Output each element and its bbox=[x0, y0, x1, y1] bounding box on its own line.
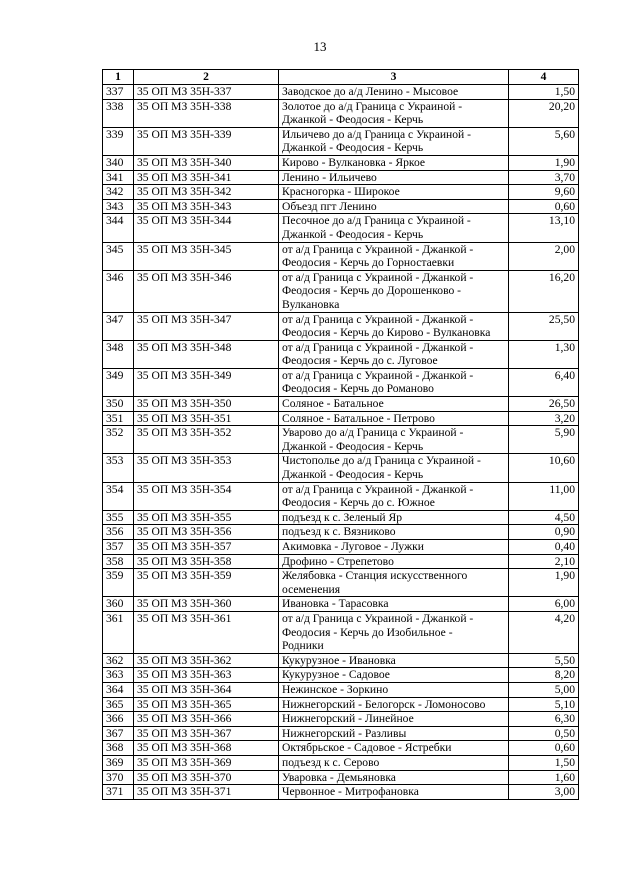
road-code: 35 ОП МЗ 35Н-342 bbox=[134, 185, 279, 200]
table-row bbox=[103, 85, 579, 100]
road-name-line: Родники bbox=[282, 639, 324, 653]
road-length: 16,20 bbox=[509, 270, 579, 312]
row-number: 349 bbox=[103, 368, 134, 396]
road-name bbox=[279, 368, 509, 396]
table-header-row bbox=[103, 70, 579, 85]
road-name-line: подъезд к с. Зеленый Яр bbox=[282, 510, 403, 524]
road-name-line: Джанкой - Феодосия - Керчь bbox=[282, 113, 424, 127]
row-number: 341 bbox=[103, 170, 134, 185]
row-number: 347 bbox=[103, 312, 134, 340]
table-row bbox=[103, 185, 579, 200]
road-name-line: от а/д Граница с Украиной - Джанкой - bbox=[282, 368, 474, 382]
road-name-line: от а/д Граница с Украиной - Джанкой - bbox=[282, 340, 474, 354]
road-name-line: от а/д Граница с Украиной - Джанкой - bbox=[282, 270, 474, 284]
road-length: 4,20 bbox=[509, 611, 579, 653]
table-row bbox=[103, 99, 579, 127]
table-row bbox=[103, 214, 579, 242]
table-row bbox=[103, 454, 579, 482]
road-name bbox=[279, 214, 509, 242]
road-name-line: подъезд к с. Серово bbox=[282, 755, 380, 769]
table-row bbox=[103, 170, 579, 185]
table-row bbox=[103, 569, 579, 597]
row-number: 363 bbox=[103, 668, 134, 683]
header-col-3: 3 bbox=[279, 70, 509, 85]
road-length: 3,00 bbox=[509, 785, 579, 800]
road-code: 35 ОП МЗ 35Н-338 bbox=[134, 99, 279, 127]
road-length: 1,90 bbox=[509, 569, 579, 597]
road-name-line: Октябрьское - Садовое - Ястребки bbox=[282, 741, 452, 755]
table-row bbox=[103, 199, 579, 214]
road-code: 35 ОП МЗ 35Н-355 bbox=[134, 510, 279, 525]
header-col-1: 1 bbox=[103, 70, 134, 85]
table-row bbox=[103, 242, 579, 270]
row-number: 371 bbox=[103, 785, 134, 800]
road-name bbox=[279, 482, 509, 510]
road-length: 3,70 bbox=[509, 170, 579, 185]
header-col-2: 2 bbox=[134, 70, 279, 85]
row-number: 370 bbox=[103, 770, 134, 785]
row-number: 358 bbox=[103, 554, 134, 569]
road-code: 35 ОП МЗ 35Н-341 bbox=[134, 170, 279, 185]
road-length: 10,60 bbox=[509, 454, 579, 482]
road-code: 35 ОП МЗ 35Н-351 bbox=[134, 411, 279, 426]
table-row bbox=[103, 510, 579, 525]
road-name bbox=[279, 426, 509, 454]
road-length: 6,30 bbox=[509, 712, 579, 727]
road-name-line: Заводское до а/д Ленино - Мысовое bbox=[282, 85, 459, 98]
road-length: 2,00 bbox=[509, 242, 579, 270]
road-name-line: Джанкой - Феодосия - Керчь bbox=[282, 439, 424, 453]
road-code: 35 ОП МЗ 35Н-346 bbox=[134, 270, 279, 312]
road-length: 25,50 bbox=[509, 312, 579, 340]
road-name-line: осеменения bbox=[282, 582, 341, 596]
road-name-line: Желябовка - Станция искусственного bbox=[282, 569, 468, 583]
road-length: 0,90 bbox=[509, 525, 579, 540]
road-code: 35 ОП МЗ 35Н-358 bbox=[134, 554, 279, 569]
row-number: 339 bbox=[103, 127, 134, 155]
table-row bbox=[103, 127, 579, 155]
row-number: 353 bbox=[103, 454, 134, 482]
road-name bbox=[279, 99, 509, 127]
road-length: 5,10 bbox=[509, 697, 579, 712]
road-code: 35 ОП МЗ 35Н-366 bbox=[134, 712, 279, 727]
road-code: 35 ОП МЗ 35Н-362 bbox=[134, 653, 279, 668]
table-row bbox=[103, 668, 579, 683]
row-number: 345 bbox=[103, 242, 134, 270]
road-length: 13,10 bbox=[509, 214, 579, 242]
road-length: 5,00 bbox=[509, 682, 579, 697]
table-row bbox=[103, 397, 579, 412]
road-name-line: Дрофино - Стрепетово bbox=[282, 554, 394, 568]
road-name bbox=[279, 127, 509, 155]
table-body bbox=[103, 85, 579, 800]
road-length: 26,50 bbox=[509, 397, 579, 412]
table-row bbox=[103, 697, 579, 712]
road-length: 1,50 bbox=[509, 755, 579, 770]
road-length: 2,10 bbox=[509, 554, 579, 569]
table-row bbox=[103, 270, 579, 312]
road-name bbox=[279, 712, 509, 727]
table-row bbox=[103, 411, 579, 426]
table-row bbox=[103, 340, 579, 368]
road-name bbox=[279, 397, 509, 412]
road-name bbox=[279, 185, 509, 200]
road-name-line: Кукурузное - Садовое bbox=[282, 668, 390, 682]
road-name-line: Акимовка - Луговое - Лужки bbox=[282, 540, 424, 553]
road-name-line: Чистополье до а/д Граница с Украиной - bbox=[282, 454, 481, 468]
road-name bbox=[279, 242, 509, 270]
road-name-line: Феодосия - Керчь до Изобильное - bbox=[282, 625, 453, 639]
road-length: 5,50 bbox=[509, 653, 579, 668]
road-name-line: Нижнегорский - Разливы bbox=[282, 726, 407, 740]
road-name-line: Ильичево до а/д Граница с Украиной - bbox=[282, 127, 472, 141]
road-length: 1,50 bbox=[509, 85, 579, 100]
row-number: 342 bbox=[103, 185, 134, 200]
road-name-line: Феодосия - Керчь до с. Южное bbox=[282, 496, 435, 510]
road-length: 11,00 bbox=[509, 482, 579, 510]
road-length: 1,30 bbox=[509, 340, 579, 368]
roads-table bbox=[102, 69, 579, 800]
road-code: 35 ОП МЗ 35Н-367 bbox=[134, 726, 279, 741]
road-code: 35 ОП МЗ 35Н-357 bbox=[134, 540, 279, 555]
row-number: 357 bbox=[103, 540, 134, 555]
table-row bbox=[103, 785, 579, 800]
road-code: 35 ОП МЗ 35Н-337 bbox=[134, 85, 279, 100]
road-code: 35 ОП МЗ 35Н-368 bbox=[134, 741, 279, 756]
road-name bbox=[279, 540, 509, 555]
table-row bbox=[103, 770, 579, 785]
road-name bbox=[279, 85, 509, 100]
road-name-line: Червонное - Митрофановка bbox=[282, 785, 419, 799]
road-name-line: Джанкой - Феодосия - Керчь bbox=[282, 227, 424, 241]
road-length: 1,60 bbox=[509, 770, 579, 785]
row-number: 366 bbox=[103, 712, 134, 727]
row-number: 362 bbox=[103, 653, 134, 668]
road-code: 35 ОП МЗ 35Н-365 bbox=[134, 697, 279, 712]
table-row bbox=[103, 554, 579, 569]
road-length: 0,50 bbox=[509, 726, 579, 741]
road-code: 35 ОП МЗ 35Н-343 bbox=[134, 199, 279, 214]
row-number: 360 bbox=[103, 597, 134, 612]
page-number: 13 bbox=[313, 39, 327, 54]
table-row bbox=[103, 426, 579, 454]
road-name-line: Кукурузное - Ивановка bbox=[282, 653, 396, 667]
road-name bbox=[279, 653, 509, 668]
table-row bbox=[103, 525, 579, 540]
road-code: 35 ОП МЗ 35Н-340 bbox=[134, 155, 279, 170]
road-name bbox=[279, 454, 509, 482]
road-length: 4,50 bbox=[509, 510, 579, 525]
row-number: 344 bbox=[103, 214, 134, 242]
row-number: 369 bbox=[103, 755, 134, 770]
road-code: 35 ОП МЗ 35Н-347 bbox=[134, 312, 279, 340]
road-code: 35 ОП МЗ 35Н-352 bbox=[134, 426, 279, 454]
road-name bbox=[279, 569, 509, 597]
row-number: 364 bbox=[103, 682, 134, 697]
road-name-line: Джанкой - Феодосия - Керчь bbox=[282, 468, 424, 482]
road-code: 35 ОП МЗ 35Н-359 bbox=[134, 569, 279, 597]
road-code: 35 ОП МЗ 35Н-348 bbox=[134, 340, 279, 368]
row-number: 350 bbox=[103, 397, 134, 412]
row-number: 359 bbox=[103, 569, 134, 597]
road-name bbox=[279, 510, 509, 525]
road-name-line: от а/д Граница с Украиной - Джанкой - bbox=[282, 242, 474, 256]
road-code: 35 ОП МЗ 35Н-360 bbox=[134, 597, 279, 612]
table-row bbox=[103, 755, 579, 770]
row-number: 355 bbox=[103, 510, 134, 525]
road-name-line: Красногорка - Широкое bbox=[282, 185, 400, 199]
road-name-line: Нижнегорский - Белогорск - Ломоносово bbox=[282, 697, 486, 711]
table-row bbox=[103, 312, 579, 340]
table-row bbox=[103, 155, 579, 170]
road-name-line: Феодосия - Керчь до Кирово - Вулкановка bbox=[282, 326, 491, 340]
row-number: 365 bbox=[103, 697, 134, 712]
road-name-line: Джанкой - Феодосия - Керчь bbox=[282, 141, 424, 155]
road-name-line: Ивановка - Тарасовка bbox=[282, 597, 389, 611]
table-row bbox=[103, 653, 579, 668]
road-name-line: Феодосия - Керчь до Дорошенково - bbox=[282, 284, 462, 298]
road-code: 35 ОП МЗ 35Н-345 bbox=[134, 242, 279, 270]
road-code: 35 ОП МЗ 35Н-363 bbox=[134, 668, 279, 683]
road-name bbox=[279, 155, 509, 170]
road-name-line: Уварово до а/д Граница с Украиной - bbox=[282, 426, 464, 440]
road-length: 6,40 bbox=[509, 368, 579, 396]
road-name-line: подъезд к с. Вязниково bbox=[282, 525, 396, 539]
road-code: 35 ОП МЗ 35Н-361 bbox=[134, 611, 279, 653]
road-code: 35 ОП МЗ 35Н-364 bbox=[134, 682, 279, 697]
road-name bbox=[279, 755, 509, 770]
road-name-line: от а/д Граница с Украиной - Джанкой - bbox=[282, 611, 474, 625]
road-code: 35 ОП МЗ 35Н-344 bbox=[134, 214, 279, 242]
road-code: 35 ОП МЗ 35Н-370 bbox=[134, 770, 279, 785]
road-name-line: от а/д Граница с Украиной - Джанкой - bbox=[282, 482, 474, 496]
road-name-line: Золотое до а/д Граница с Украиной - bbox=[282, 99, 463, 113]
row-number: 361 bbox=[103, 611, 134, 653]
road-name-line: Нежинское - Зоркино bbox=[282, 682, 389, 696]
row-number: 356 bbox=[103, 525, 134, 540]
road-code: 35 ОП МЗ 35Н-349 bbox=[134, 368, 279, 396]
road-length: 9,60 bbox=[509, 185, 579, 200]
road-name bbox=[279, 785, 509, 800]
road-name-line: Песочное до а/д Граница с Украиной - bbox=[282, 214, 471, 228]
road-name bbox=[279, 312, 509, 340]
row-number: 346 bbox=[103, 270, 134, 312]
table-row bbox=[103, 741, 579, 756]
road-name-line: Ленино - Ильичево bbox=[282, 170, 377, 184]
road-name bbox=[279, 525, 509, 540]
row-number: 337 bbox=[103, 85, 134, 100]
road-name bbox=[279, 726, 509, 741]
road-code: 35 ОП МЗ 35Н-339 bbox=[134, 127, 279, 155]
road-name bbox=[279, 611, 509, 653]
road-length: 5,90 bbox=[509, 426, 579, 454]
road-length: 0,60 bbox=[509, 741, 579, 756]
road-name bbox=[279, 554, 509, 569]
header-col-4: 4 bbox=[509, 70, 579, 85]
road-name bbox=[279, 668, 509, 683]
road-name-line: Объезд пгт Ленино bbox=[282, 199, 377, 213]
road-length: 20,20 bbox=[509, 99, 579, 127]
road-name bbox=[279, 199, 509, 214]
road-length: 0,60 bbox=[509, 199, 579, 214]
row-number: 351 bbox=[103, 411, 134, 426]
table-row bbox=[103, 611, 579, 653]
table-row bbox=[103, 540, 579, 555]
road-name bbox=[279, 411, 509, 426]
row-number: 338 bbox=[103, 99, 134, 127]
road-name-line: Уваровка - Демьяновка bbox=[282, 770, 396, 784]
road-length: 0,40 bbox=[509, 540, 579, 555]
row-number: 354 bbox=[103, 482, 134, 510]
row-number: 367 bbox=[103, 726, 134, 741]
road-code: 35 ОП МЗ 35Н-350 bbox=[134, 397, 279, 412]
road-name-line: Феодосия - Керчь до Горностаевки bbox=[282, 256, 455, 270]
row-number: 343 bbox=[103, 199, 134, 214]
road-name bbox=[279, 597, 509, 612]
road-name-line: Вулкановка bbox=[282, 297, 340, 311]
table-row bbox=[103, 482, 579, 510]
road-name-line: Феодосия - Керчь до с. Луговое bbox=[282, 354, 438, 368]
road-length: 3,20 bbox=[509, 411, 579, 426]
road-code: 35 ОП МЗ 35Н-354 bbox=[134, 482, 279, 510]
table-row bbox=[103, 682, 579, 697]
road-name-line: Нижнегорский - Линейное bbox=[282, 712, 414, 726]
table-row bbox=[103, 726, 579, 741]
road-name bbox=[279, 270, 509, 312]
road-code: 35 ОП МЗ 35Н-353 bbox=[134, 454, 279, 482]
road-name bbox=[279, 770, 509, 785]
row-number: 348 bbox=[103, 340, 134, 368]
road-length: 8,20 bbox=[509, 668, 579, 683]
road-length: 6,00 bbox=[509, 597, 579, 612]
table-row bbox=[103, 368, 579, 396]
table-row bbox=[103, 712, 579, 727]
road-name bbox=[279, 340, 509, 368]
road-name-line: от а/д Граница с Украиной - Джанкой - bbox=[282, 312, 474, 326]
row-number: 368 bbox=[103, 741, 134, 756]
road-length: 1,90 bbox=[509, 155, 579, 170]
road-name bbox=[279, 741, 509, 756]
table-row bbox=[103, 597, 579, 612]
road-name-line: Соляное - Батальное - Петрово bbox=[282, 411, 435, 425]
row-number: 340 bbox=[103, 155, 134, 170]
row-number: 352 bbox=[103, 426, 134, 454]
road-code: 35 ОП МЗ 35Н-371 bbox=[134, 785, 279, 800]
road-name bbox=[279, 170, 509, 185]
road-code: 35 ОП МЗ 35Н-356 bbox=[134, 525, 279, 540]
road-name bbox=[279, 682, 509, 697]
road-name-line: Соляное - Батальное bbox=[282, 397, 384, 411]
road-length: 5,60 bbox=[509, 127, 579, 155]
road-name-line: Феодосия - Керчь до Романово bbox=[282, 382, 434, 396]
road-name bbox=[279, 697, 509, 712]
road-name-line: Кирово - Вулкановка - Яркое bbox=[282, 155, 426, 169]
road-code: 35 ОП МЗ 35Н-369 bbox=[134, 755, 279, 770]
